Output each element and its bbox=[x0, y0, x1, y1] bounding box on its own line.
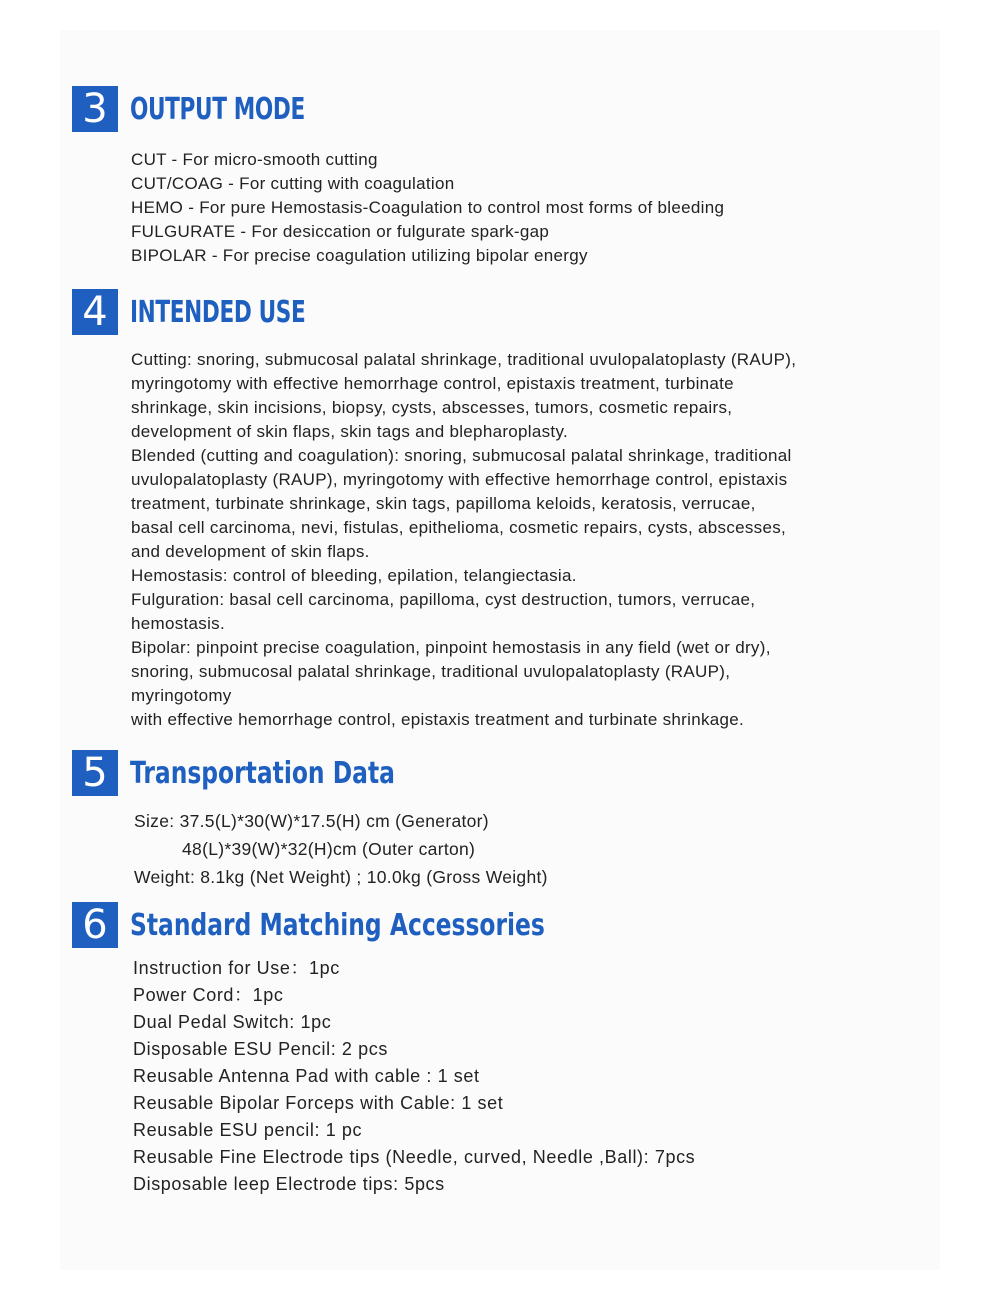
body-line: basal cell carcinoma, nevi, fistulas, epithelioma, cosmetic repairs, cysts, abscesses, bbox=[131, 518, 787, 537]
section-body bbox=[131, 348, 932, 732]
body-line: Hemostasis: control of bleeding, epilation, telangiectasia. bbox=[131, 566, 577, 585]
section-header bbox=[72, 86, 932, 136]
body-line: development of skin flaps, skin tags and blepharoplasty. bbox=[131, 422, 569, 441]
body-line: CUT - For micro-smooth cutting bbox=[131, 150, 378, 169]
body-line: Bipolar: pinpoint precise coagulation, pinpoint hemostasis in any field (wet or dry), bbox=[131, 638, 771, 657]
list-item: Disposable ESU Pencil: 2 pcs bbox=[133, 1039, 388, 1059]
body-line: Cutting: snoring, submucosal palatal shrinkage, traditional uvulopalatoplasty (RAUP), bbox=[131, 350, 797, 369]
section-number-badge: 5 bbox=[72, 750, 118, 796]
accessory-list bbox=[133, 955, 932, 1198]
section-title: Transportation Data bbox=[130, 756, 395, 791]
list-item: Dual Pedal Switch: 1pc bbox=[133, 1012, 332, 1032]
section-number-badge: 3 bbox=[72, 86, 118, 132]
section-number-badge: 4 bbox=[72, 289, 118, 335]
section-header bbox=[72, 902, 932, 952]
section-intended-use bbox=[72, 289, 932, 732]
list-item: Disposable leep Electrode tips: 5pcs bbox=[133, 1174, 445, 1194]
section-title: OUTPUT MODE bbox=[130, 92, 305, 127]
body-line: with effective hemorrhage control, epistaxis treatment and turbinate shrinkage. bbox=[131, 710, 745, 729]
carton-size-line: 48(L)*39(W)*32(H)cm (Outer carton) bbox=[182, 839, 476, 859]
body-line: HEMO - For pure Hemostasis-Coagulation to control most forms of bleeding bbox=[131, 198, 725, 217]
body-line: Blended (cutting and coagulation): snoring, submucosal palatal shrinkage, traditional bbox=[131, 446, 792, 465]
section-title: INTENDED USE bbox=[130, 295, 306, 330]
list-item: Reusable Fine Electrode tips (Needle, curved, Needle ,Ball): 7pcs bbox=[133, 1147, 696, 1167]
body-line: Fulguration: basal cell carcinoma, papilloma, cyst destruction, tumors, verrucae, bbox=[131, 590, 756, 609]
body-line: myringotomy with effective hemorrhage control, epistaxis treatment, turbinate bbox=[131, 374, 734, 393]
body-line: CUT/COAG - For cutting with coagulation bbox=[131, 174, 455, 193]
section-title: Standard Matching Accessories bbox=[130, 908, 545, 943]
section-number-badge: 6 bbox=[72, 902, 118, 948]
section-standard-accessories bbox=[72, 902, 932, 1198]
size-line: Size: 37.5(L)*30(W)*17.5(H) cm (Generator) bbox=[134, 811, 489, 831]
body-line: and development of skin flaps. bbox=[131, 542, 370, 561]
weight-line: Weight: 8.1kg (Net Weight) ; 10.0kg (Gross Weight) bbox=[134, 867, 548, 887]
list-item: Reusable Antenna Pad with cable : 1 set bbox=[133, 1066, 480, 1086]
section-header bbox=[72, 289, 932, 339]
section-body bbox=[134, 807, 932, 891]
section-body bbox=[131, 148, 932, 268]
body-line: FULGURATE - For desiccation or fulgurate spark-gap bbox=[131, 222, 550, 241]
body-line: BIPOLAR - For precise coagulation utilizing bipolar energy bbox=[131, 246, 588, 265]
list-item: Power Cord：1pc bbox=[133, 985, 284, 1005]
body-line: myringotomy bbox=[131, 686, 232, 705]
list-item: Reusable ESU pencil: 1 pc bbox=[133, 1120, 363, 1140]
body-line: shrinkage, skin incisions, biopsy, cysts, abscesses, tumors, cosmetic repairs, bbox=[131, 398, 733, 417]
body-line: snoring, submucosal palatal shrinkage, traditional uvulopalatoplasty (RAUP), bbox=[131, 662, 731, 681]
section-output-mode bbox=[72, 86, 932, 268]
section-header bbox=[72, 750, 932, 800]
body-line: hemostasis. bbox=[131, 614, 226, 633]
body-line: treatment, turbinate shrinkage, skin tags, papilloma keloids, keratosis, verrucae, bbox=[131, 494, 756, 513]
list-item: Instruction for Use：1pc bbox=[133, 958, 340, 978]
section-transportation-data bbox=[72, 750, 932, 891]
body-line: uvulopalatoplasty (RAUP), myringotomy with effective hemorrhage control, epistaxis bbox=[131, 470, 788, 489]
list-item: Reusable Bipolar Forceps with Cable: 1 set bbox=[133, 1093, 504, 1113]
